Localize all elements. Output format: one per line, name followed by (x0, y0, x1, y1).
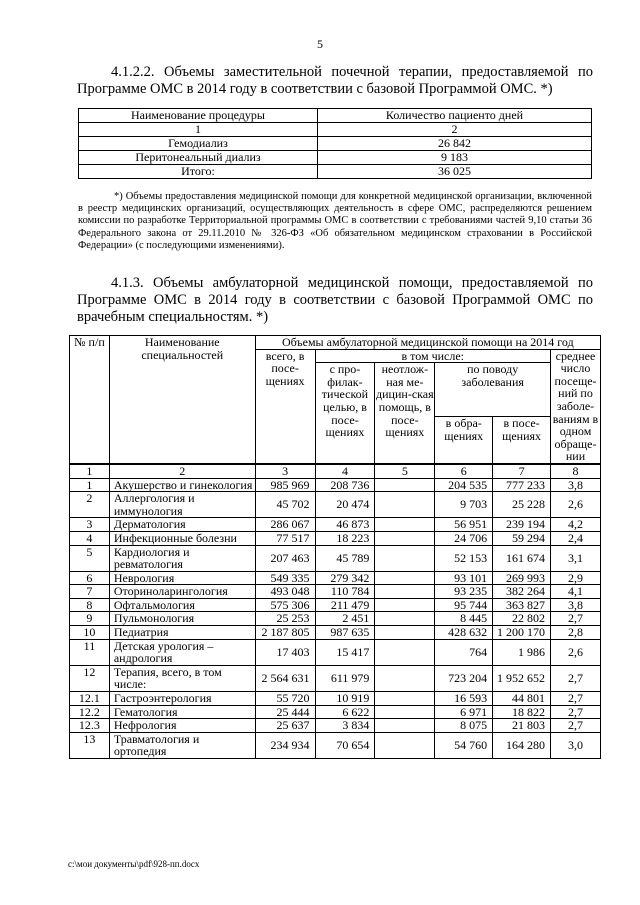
table-row (79, 165, 592, 179)
specialty-name: Терапия, всего, в том числе: (109, 665, 255, 691)
row-number: 13 (70, 732, 110, 758)
disease-visits: 1 952 652 (493, 665, 551, 691)
urgent-visits (375, 626, 435, 640)
section-heading-outpatient: 4.1.3. Объемы амбулаторной медицинской помощи, предоставляемой по Программе ОМС в 2014 году в соответствии с базовой Программой ОМС по врачебным специальностям. *) (77, 275, 593, 325)
total-visits: 234 934 (255, 732, 315, 758)
total-visits: 549 335 (255, 571, 315, 585)
disease-appeals: 56 951 (435, 518, 493, 532)
urgent-visits (375, 585, 435, 599)
table-header-row (79, 109, 592, 123)
avg-visits: 2,7 (551, 665, 601, 691)
row-number: 8 (70, 598, 110, 612)
table-row (70, 545, 601, 571)
page-number: 5 (317, 37, 323, 51)
prophylactic-visits: 10 919 (315, 692, 375, 706)
disease-visits: 777 233 (493, 478, 551, 492)
disease-visits: 1 986 (493, 639, 551, 665)
avg-visits: 3,1 (551, 545, 601, 571)
prophylactic-visits: 70 654 (315, 732, 375, 758)
column-number: 6 (435, 464, 493, 478)
prophylactic-visits: 46 873 (315, 518, 375, 532)
table-row (70, 598, 601, 612)
table-row (70, 719, 601, 733)
column-number: 8 (551, 464, 601, 478)
avg-visits: 4,1 (551, 585, 601, 599)
urgent-visits (375, 518, 435, 532)
disease-appeals: 52 153 (435, 545, 493, 571)
column-number-row (79, 123, 592, 137)
row-number: 12 (70, 665, 110, 691)
disease-appeals: 54 760 (435, 732, 493, 758)
avg-visits: 2,6 (551, 639, 601, 665)
header-urgent: неотлож-ная ме-дицин-ская помощь, в посе-щениях (375, 363, 435, 464)
outpatient-rows (70, 478, 601, 758)
dialysis-table (78, 108, 592, 179)
total-visits: 17 403 (255, 639, 315, 665)
prophylactic-visits: 2 451 (315, 612, 375, 626)
urgent-visits (375, 719, 435, 733)
disease-visits: 44 801 (493, 692, 551, 706)
header-appeals: в обра-щениях (435, 417, 493, 464)
row-number: 9 (70, 612, 110, 626)
table-row (70, 585, 601, 599)
specialty-name: Дерматология (109, 518, 255, 532)
table-row (70, 518, 601, 532)
table-row (70, 705, 601, 719)
table-row (70, 639, 601, 665)
avg-visits: 2,4 (551, 531, 601, 545)
header-disease: по поводу заболевания (435, 363, 551, 417)
table-row (70, 665, 601, 691)
prophylactic-visits: 3 834 (315, 719, 375, 733)
column-number: 2 (318, 123, 592, 137)
table-row (79, 151, 592, 165)
disease-appeals: 95 744 (435, 598, 493, 612)
table-row (70, 692, 601, 706)
file-path: c:\мои документы\pdf\928-пп.docx (68, 859, 200, 869)
urgent-visits (375, 732, 435, 758)
column-number: 7 (493, 464, 551, 478)
disease-appeals: 93 235 (435, 585, 493, 599)
urgent-visits (375, 531, 435, 545)
urgent-visits (375, 665, 435, 691)
urgent-visits (375, 545, 435, 571)
avg-visits: 2,8 (551, 626, 601, 640)
avg-visits: 2,9 (551, 571, 601, 585)
procedure-name: Итого: (79, 165, 318, 179)
prophylactic-visits: 110 784 (315, 585, 375, 599)
table-row (70, 732, 601, 758)
avg-visits: 2,6 (551, 492, 601, 518)
disease-visits: 363 827 (493, 598, 551, 612)
header-avg: среднее число посеще-ний по заболе-ваниям в одном обраще-нии (551, 349, 601, 464)
total-visits: 985 969 (255, 478, 315, 492)
table-row (70, 531, 601, 545)
row-number: 5 (70, 545, 110, 571)
specialty-name: Аллергология и иммунология (109, 492, 255, 518)
specialty-name: Педиатрия (109, 626, 255, 640)
prophylactic-visits: 45 789 (315, 545, 375, 571)
disease-appeals: 8 075 (435, 719, 493, 733)
specialty-name: Акушерство и гинекология (109, 478, 255, 492)
table-row (70, 612, 601, 626)
disease-appeals: 204 535 (435, 478, 493, 492)
patient-days: 26 842 (318, 137, 592, 151)
column-number: 1 (70, 464, 110, 478)
disease-appeals: 723 204 (435, 665, 493, 691)
procedure-name: Перитонеальный диализ (79, 151, 318, 165)
avg-visits: 3,8 (551, 598, 601, 612)
row-number: 12.3 (70, 719, 110, 733)
urgent-visits (375, 639, 435, 665)
row-number: 1 (70, 478, 110, 492)
urgent-visits (375, 612, 435, 626)
row-number: 3 (70, 518, 110, 532)
avg-visits: 2,7 (551, 719, 601, 733)
prophylactic-visits: 20 474 (315, 492, 375, 518)
disease-appeals: 24 706 (435, 531, 493, 545)
row-number: 6 (70, 571, 110, 585)
avg-visits: 4,2 (551, 518, 601, 532)
table-row (70, 626, 601, 640)
urgent-visits (375, 478, 435, 492)
footnote: *) Объемы предоставления медицинской помощи для конкретной медицинской организации, включенной в реестр медицинских организаций, осуществляющих деятельность в сфере ОМС, распределяются решением комиссии по разработке Территориальной программы ОМС в соответствии с требованиями частей 9,10 статьи 36 Федерального закона от 29.11.2010 № 326-ФЗ «Об обязательном медицинском страховании в Российской Федерации» (с последующими изменениями). (78, 191, 592, 251)
disease-appeals: 428 632 (435, 626, 493, 640)
column-number: 1 (79, 123, 318, 137)
row-number: 12.2 (70, 705, 110, 719)
outpatient-table (69, 335, 601, 759)
row-number: 11 (70, 639, 110, 665)
disease-visits: 18 822 (493, 705, 551, 719)
procedure-name: Гемодиализ (79, 137, 318, 151)
disease-appeals: 93 101 (435, 571, 493, 585)
disease-visits: 21 803 (493, 719, 551, 733)
disease-appeals: 9 703 (435, 492, 493, 518)
table-header-row (70, 336, 601, 350)
column-number: 5 (375, 464, 435, 478)
specialty-name: Неврология (109, 571, 255, 585)
avg-visits: 3,0 (551, 732, 601, 758)
total-visits: 55 720 (255, 692, 315, 706)
header-including: в том числе: (315, 349, 551, 363)
column-number: 3 (255, 464, 315, 478)
column-number-row (70, 464, 601, 478)
specialty-name: Пульмонология (109, 612, 255, 626)
urgent-visits (375, 492, 435, 518)
total-visits: 45 702 (255, 492, 315, 518)
disease-visits: 1 200 170 (493, 626, 551, 640)
column-header: Количество пациенто дней (318, 109, 592, 123)
total-visits: 2 187 805 (255, 626, 315, 640)
prophylactic-visits: 211 479 (315, 598, 375, 612)
disease-visits: 25 228 (493, 492, 551, 518)
avg-visits: 2,7 (551, 692, 601, 706)
urgent-visits (375, 598, 435, 612)
disease-appeals: 8 445 (435, 612, 493, 626)
column-header: Наименование процедуры (79, 109, 318, 123)
table-row (70, 478, 601, 492)
patient-days: 9 183 (318, 151, 592, 165)
disease-appeals: 6 971 (435, 705, 493, 719)
table-row (79, 137, 592, 151)
total-visits: 575 306 (255, 598, 315, 612)
header-visits: в посе-щениях (493, 417, 551, 464)
table-row (70, 492, 601, 518)
prophylactic-visits: 208 736 (315, 478, 375, 492)
urgent-visits (375, 705, 435, 719)
row-number: 10 (70, 626, 110, 640)
disease-visits: 269 993 (493, 571, 551, 585)
header-total: всего, в посе-щениях (255, 349, 315, 464)
row-number: 7 (70, 585, 110, 599)
urgent-visits (375, 571, 435, 585)
header-specialty: Наименование специальностей (109, 336, 255, 464)
disease-visits: 161 674 (493, 545, 551, 571)
specialty-name: Кардиология и ревматология (109, 545, 255, 571)
total-visits: 25 637 (255, 719, 315, 733)
total-visits: 25 253 (255, 612, 315, 626)
disease-visits: 22 802 (493, 612, 551, 626)
total-visits: 2 564 631 (255, 665, 315, 691)
total-visits: 493 048 (255, 585, 315, 599)
avg-visits: 3,8 (551, 478, 601, 492)
specialty-name: Детская урология – андрология (109, 639, 255, 665)
total-visits: 207 463 (255, 545, 315, 571)
header-group: Объемы амбулаторной медицинской помощи на 2014 год (255, 336, 600, 350)
urgent-visits (375, 692, 435, 706)
disease-visits: 239 194 (493, 518, 551, 532)
row-number: 12.1 (70, 692, 110, 706)
specialty-name: Оториноларингология (109, 585, 255, 599)
prophylactic-visits: 18 223 (315, 531, 375, 545)
avg-visits: 2,7 (551, 612, 601, 626)
disease-visits: 164 280 (493, 732, 551, 758)
disease-visits: 382 264 (493, 585, 551, 599)
row-number: 2 (70, 492, 110, 518)
disease-visits: 59 294 (493, 531, 551, 545)
specialty-name: Гастроэнтерология (109, 692, 255, 706)
total-visits: 286 067 (255, 518, 315, 532)
header-prophylactic: с про-филак-тической целью, в посе-щениях (315, 363, 375, 464)
prophylactic-visits: 279 342 (315, 571, 375, 585)
specialty-name: Гематология (109, 705, 255, 719)
header-num: № п/п (70, 336, 110, 464)
prophylactic-visits: 611 979 (315, 665, 375, 691)
column-number: 4 (315, 464, 375, 478)
specialty-name: Инфекционные болезни (109, 531, 255, 545)
avg-visits: 2,7 (551, 705, 601, 719)
prophylactic-visits: 15 417 (315, 639, 375, 665)
specialty-name: Офтальмология (109, 598, 255, 612)
row-number: 4 (70, 531, 110, 545)
table-row (70, 571, 601, 585)
section-heading-dialysis: 4.1.2.2. Объемы заместительной почечной терапии, предоставляемой по Программе ОМС в 2014 году в соответствии с базовой Программой ОМС. *) (77, 64, 593, 97)
specialty-name: Нефрология (109, 719, 255, 733)
prophylactic-visits: 987 635 (315, 626, 375, 640)
total-visits: 77 517 (255, 531, 315, 545)
specialty-name: Травматология и ортопедия (109, 732, 255, 758)
total-visits: 25 444 (255, 705, 315, 719)
column-number: 2 (109, 464, 255, 478)
disease-appeals: 764 (435, 639, 493, 665)
prophylactic-visits: 6 622 (315, 705, 375, 719)
disease-appeals: 16 593 (435, 692, 493, 706)
patient-days: 36 025 (318, 165, 592, 179)
